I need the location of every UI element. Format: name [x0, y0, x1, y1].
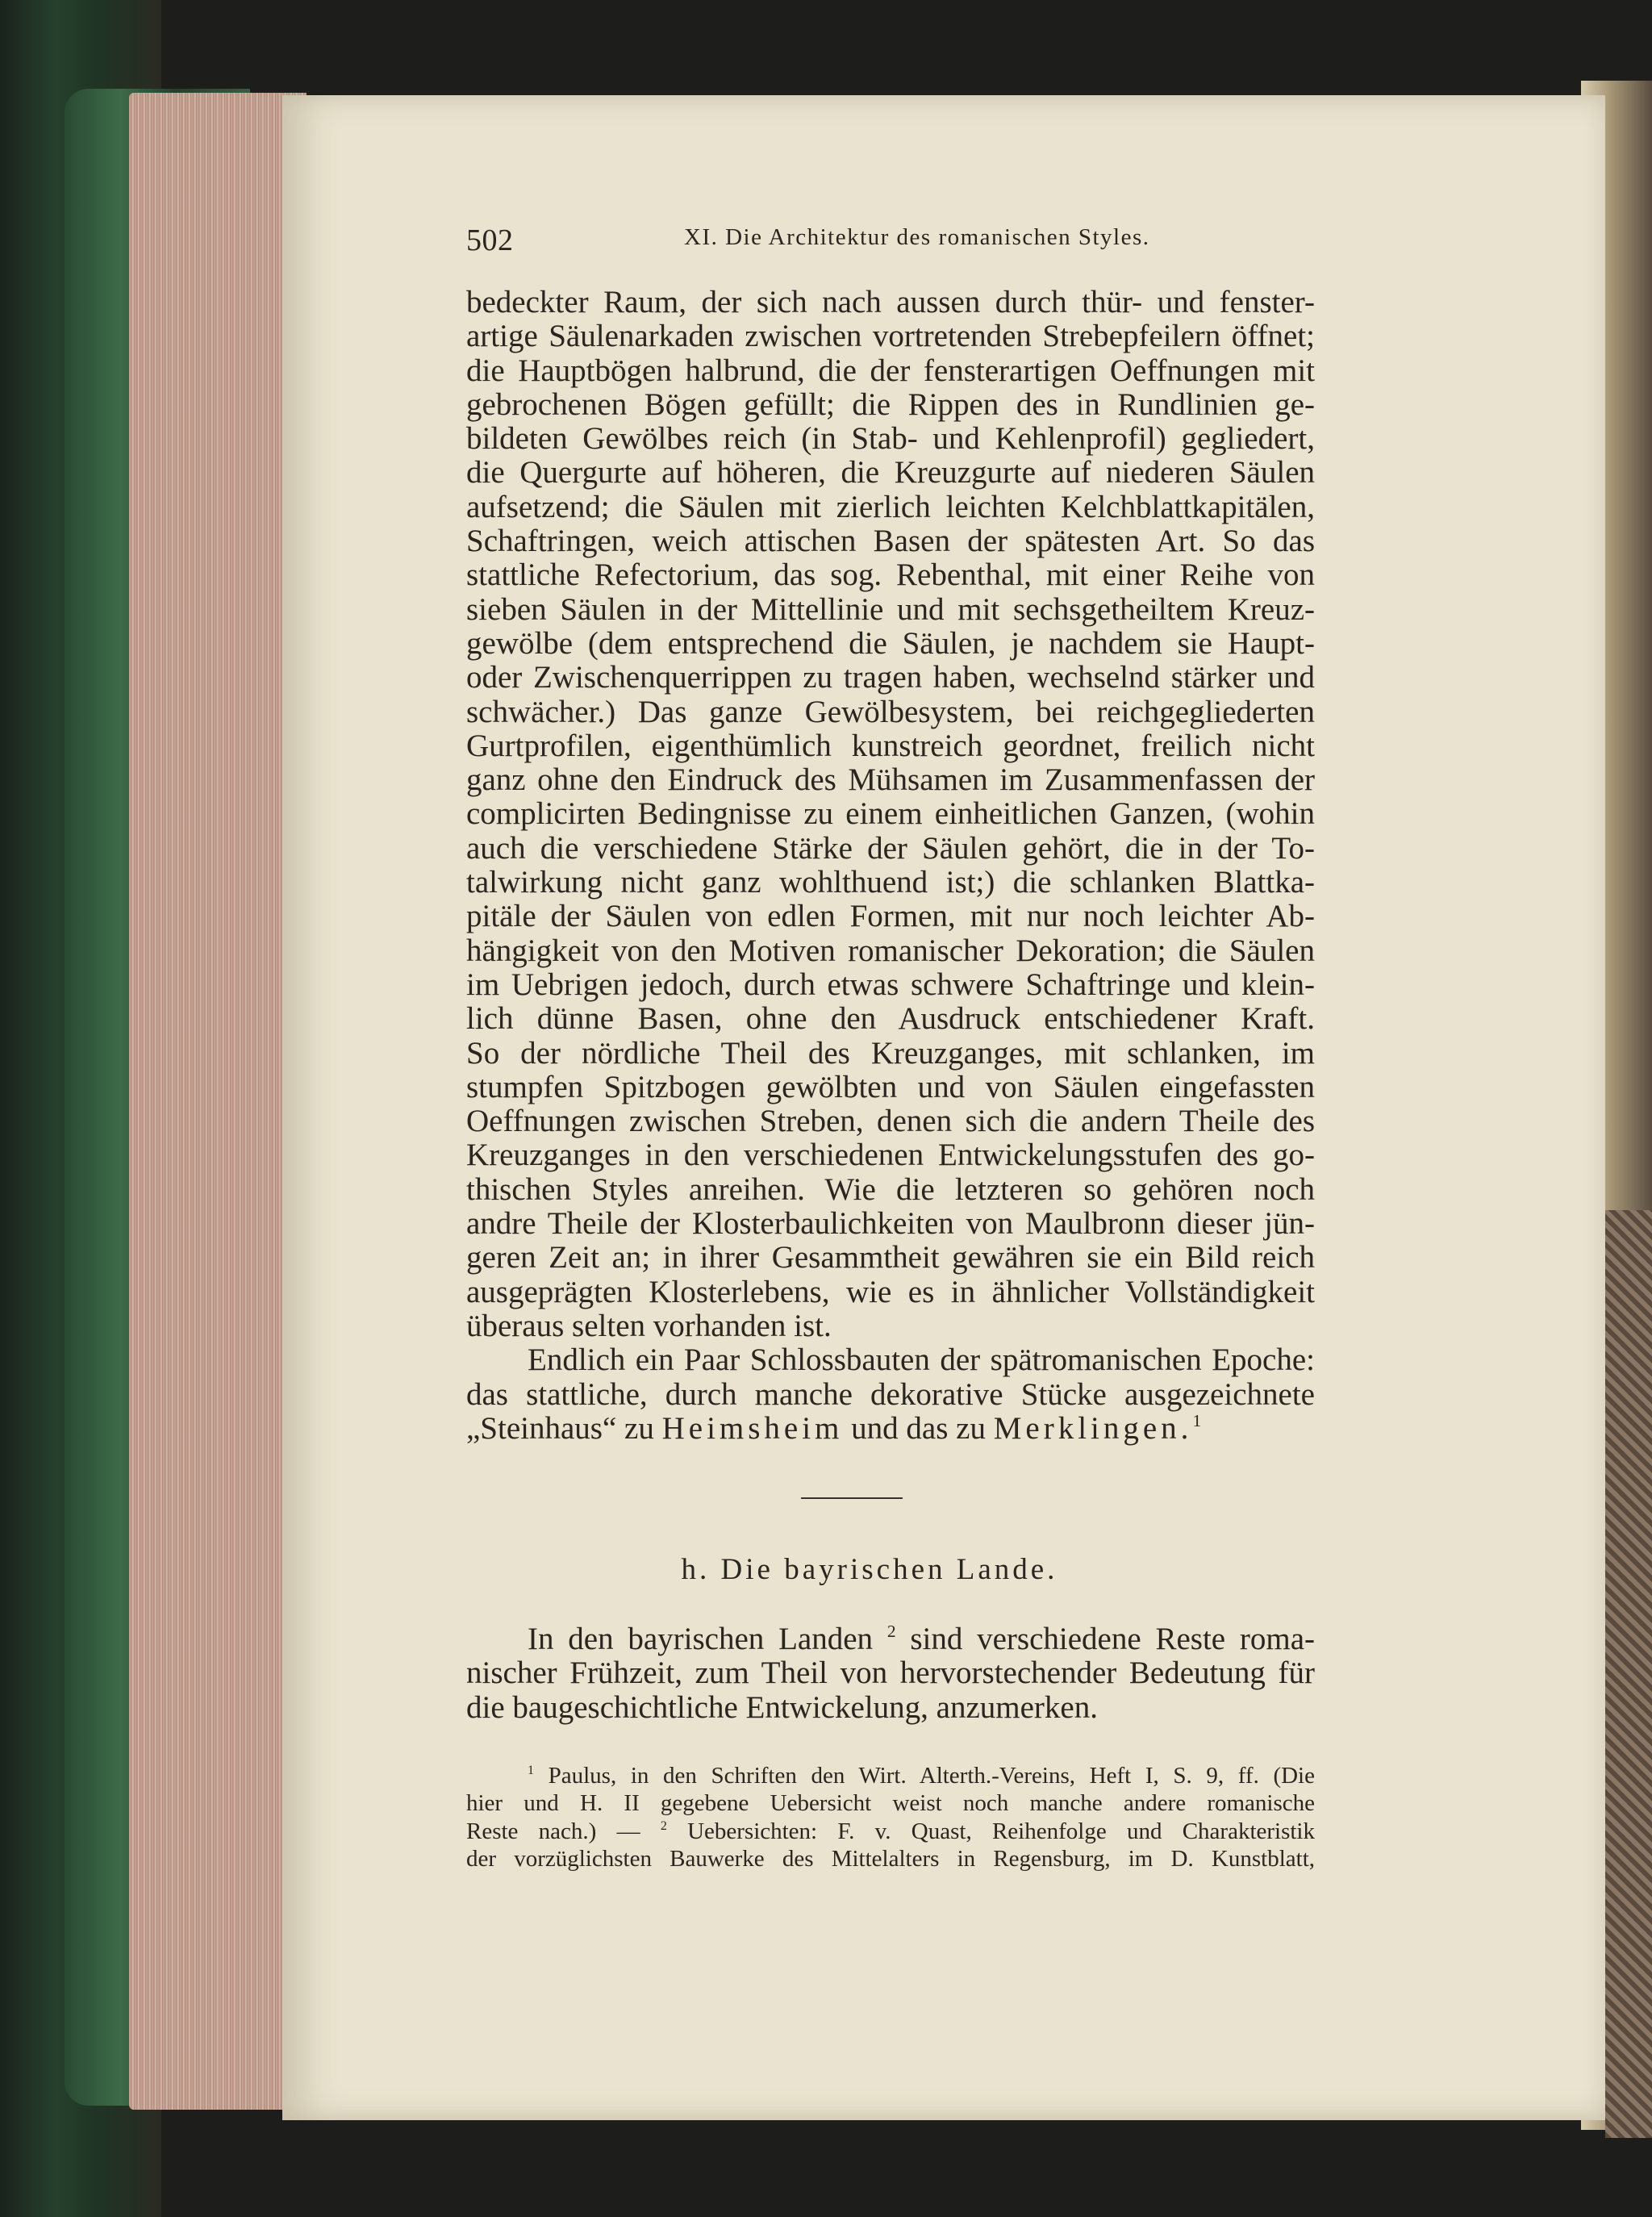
text-line: die Hauptbögen halbrund, die der fensterartigen Oeffnungen mit: [466, 353, 1315, 388]
text-line: gebrochenen Bögen gefüllt; die Rippen des in Rundlinien ge-: [466, 386, 1315, 422]
footnote-marker-1: 1: [528, 1763, 534, 1777]
text-line: andre Theile der Klosterbaulichkeiten von Maulbronn dieser jün-: [466, 1206, 1315, 1242]
text-line: bildeten Gewölbes reich (in Stab- und Kehlenprofil) gegliedert,: [466, 421, 1315, 457]
footnote-marker-2: 2: [660, 1818, 667, 1833]
book-cloth-right: [1605, 1210, 1652, 2138]
page-content: [466, 223, 1315, 1873]
footnote-line: der vorzüglichsten Bauwerke des Mittelalters in Regensburg, im D. Kunstblatt,: [466, 1846, 1315, 1873]
running-head: [466, 223, 1315, 260]
text-line: ganz ohne den Eindruck des Mühsamen im Zusammenfassen der: [466, 762, 1315, 798]
paragraph-1: [466, 286, 1315, 1446]
text-line: lich dünne Basen, ohne den Ausdruck entschiedener Kraft.: [466, 1001, 1315, 1037]
text-line: [466, 1622, 1315, 1656]
text-line: So der nördliche Theil des Kreuzganges, mit schlanken, im: [466, 1035, 1315, 1071]
footnote-text: Uebersichten: F. v. Quast, Reihenfolge und Charakteristik: [666, 1818, 1315, 1844]
text-line: gewölbe (dem entsprechend die Säulen, je nachdem sie Haupt-: [466, 625, 1315, 661]
footnote-line: hier und H. II gegebene Uebersicht weist noch manche andere romanische: [466, 1790, 1315, 1817]
text-line: oder Zwischenquerrippen zu tragen haben, wechselnd stärker und: [466, 660, 1315, 695]
text-line: nischer Frühzeit, zum Theil von hervorstechender Bedeutung für: [466, 1655, 1315, 1691]
page-number: 502: [466, 223, 514, 257]
footnote-line: [466, 1762, 1315, 1790]
text-line-places: [466, 1412, 1315, 1446]
footnote-ref-1: 1: [1192, 1410, 1202, 1430]
text-line: pitäle der Säulen von edlen Formen, mit nur noch leichter Ab-: [466, 899, 1315, 934]
text-fragment: sind verschiedene Reste roma-: [895, 1622, 1315, 1657]
text-fragment: In den bayrischen Landen: [528, 1622, 887, 1657]
text-line: das stattliche, durch manche dekorative Stücke ausgezeichnete: [466, 1376, 1315, 1412]
text-line: stattliche Refectorium, das sog. Rebenthal, mit einer Reihe von: [466, 557, 1315, 593]
place-name-merklingen: Merklingen.: [993, 1410, 1193, 1446]
text-line: sieben Säulen in der Mittellinie und mit sechsgetheiltem Kreuz-: [466, 591, 1315, 627]
page-edges: [129, 93, 307, 2110]
text-line: ausgeprägten Klosterlebens, wie es in ähnlicher Vollständigkeit: [466, 1274, 1315, 1309]
text-line: Schaftringen, weich attischen Basen der spätesten Art. So das: [466, 524, 1315, 559]
book-page: [282, 95, 1605, 2120]
text-line: Kreuzganges in den verschiedenen Entwickelungsstufen des go-: [466, 1138, 1315, 1173]
section-divider: [801, 1497, 903, 1499]
text-line: die baugeschichtliche Entwickelung, anzumerken.: [466, 1689, 1098, 1725]
text-line: bedeckter Raum, der sich nach aussen durch thür- und fenster-: [466, 285, 1315, 319]
text-line: Oeffnungen zwischen Streben, denen sich die andern Theile des: [466, 1104, 1315, 1139]
footnote-text: Paulus, in den Schriften den Wirt. Alterth.-Vereins, Heft I, S. 9, ff. (Die: [533, 1762, 1315, 1789]
text-line: hängigkeit von den Motiven romanischer Dekoration; die Säulen: [466, 933, 1315, 968]
text-line: stumpfen Spitzbogen gewölbten und von Säulen eingefassten: [466, 1069, 1315, 1104]
footnote-ref-2: 2: [886, 1622, 896, 1642]
section-paragraph: [466, 1622, 1315, 1725]
text-fragment: „Steinhaus“ zu: [466, 1410, 662, 1446]
text-line: aufsetzend; die Säulen mit zierlich leichten Kelchblattkapitälen,: [466, 489, 1315, 524]
text-line: schwächer.) Das ganze Gewölbesystem, bei reichgegliederten: [466, 694, 1315, 729]
text-line: thischen Styles anreihen. Wie die letzteren so gehören noch: [466, 1171, 1315, 1207]
text-line: im Uebrigen jedoch, durch etwas schwere Schaftringe und klein-: [466, 967, 1315, 1002]
text-line: geren Zeit an; in ihrer Gesammtheit gewähren sie ein Bild reich: [466, 1240, 1315, 1276]
text-line: auch die verschiedene Stärke der Säulen gehört, die in der To-: [466, 830, 1315, 866]
footnote-text: Reste nach.) —: [466, 1818, 661, 1844]
text-line: talwirkung nicht ganz wohlthuend ist;) die schlanken Blattka-: [466, 865, 1315, 900]
text-line: überaus selten vorhanden ist.: [466, 1308, 832, 1343]
text-line: die Quergurte auf höheren, die Kreuzgurte auf niederen Säulen: [466, 455, 1315, 491]
text-line: complicirten Bedingnisse zu einem einheitlichen Ganzen, (wohin: [466, 796, 1315, 832]
place-name-heimsheim: Heimsheim: [661, 1410, 844, 1446]
section-heading: h. Die bayrischen Lande.: [681, 1553, 1058, 1587]
text-line: Gurtprofilen, eigenthümlich kunstreich geordnet, freilich nicht: [466, 728, 1315, 763]
text-line: artige Säulenarkaden zwischen vortretenden Strebepfeilern öffnet;: [466, 319, 1315, 354]
running-head-title: XI. Die Architektur des romanischen Styles.: [684, 224, 1150, 250]
text-line: Endlich ein Paar Schlossbauten der spätromanischen Epoche:: [528, 1342, 1315, 1378]
footnotes: [466, 1762, 1315, 1873]
footnote-line: [466, 1818, 1315, 1846]
text-fragment: und das zu: [843, 1410, 994, 1446]
